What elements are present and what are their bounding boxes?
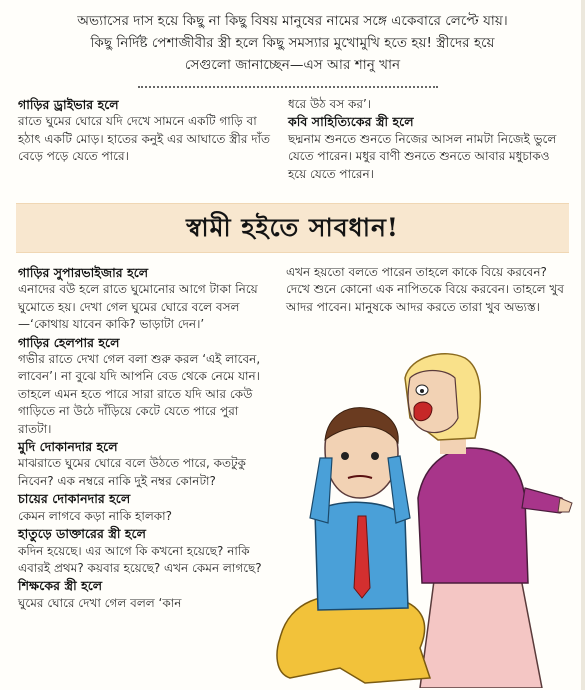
page-edge	[581, 0, 585, 690]
headline-banner	[16, 203, 569, 253]
grocer-heading: মুদি দোকানদার হলে	[18, 439, 118, 455]
top-left-column	[18, 96, 280, 166]
left-column	[18, 264, 264, 612]
helper-text: গভীর রাতে দেখা গেল বলা শুরু করল ‘এই লাবেন, লাবেন’। না বুঝে যদি আপনি বেড থেকে নেমে যান। তাহলে এমন হতে পারে সারা রাতে যদি আর কেউ গাড়িতে না উঠে দাঁড়িয়ে কেটে যেতে পারে পুরা রাতটা।	[18, 352, 261, 436]
barber-text: এখন হয়তো বলতে পারেন তাহলে কাকে বিয়ে করবেন? দেখে শুনে কোনো এক নাপিতকে বিয়ে করবেন। তাহলে খুব আদর পাবেন। মানুষকে আদর করতে তারা খুব অভ্যস্ত।	[286, 265, 564, 314]
shouting-woman-figure	[405, 354, 572, 688]
intro-line-1: অভ্যাসের দাস হয়ে কিছু না কিছু বিষয় মানুষের নামের সঙ্গে একেবারে লেপ্টে যায়।	[77, 13, 508, 29]
continued-text: ধরে উঠ বস কর’।	[288, 97, 372, 111]
quack-doctor-text: কদিন হয়েছে। এর আগে কি কখনো হয়েছে? নাকি এবারই প্রথম? কয়বার হয়েছে? এখন কেমন লাগছে?	[18, 543, 262, 575]
poet-heading: কবি সাহিত্যিকের স্ত্রী হলে	[288, 114, 414, 130]
dotted-divider	[138, 86, 438, 88]
supervisor-text: এনাদের বউ হলে রাতে ঘুমোনোর আগে টাকা নিয়ে ঘুমোতে হয়। দেখা গেল ঘুমের ঘোরে বলে বসল—‘কোথায় যাবেন কাকি? ভাড়াটা দেন।’	[18, 282, 258, 332]
helper-heading: গাড়ির হেলপার হলে	[18, 334, 120, 350]
supervisor-heading: গাড়ির সুপারভাইজার হলে	[18, 265, 149, 280]
grocer-text: মাঝরাতে ঘুমের ঘোরে বলে উঠতে পারে, কতটুকু নিবেন? এক নম্বরে নাকি দুই নম্বর কোনটা?	[18, 456, 246, 488]
right-column	[286, 264, 568, 316]
tea-seller-heading: চায়ের দোকানদার হলে	[18, 491, 131, 507]
driver-text: রাতে ঘুমের ঘোরে যদি দেখে সামনে একটি গাড়ি বা হঠাৎ একটি মোড়। হাতের কনুই এর আঘাতে স্ত্রীর দাঁত বেড়ে পড়ে যেতে পারে।	[18, 114, 271, 164]
tea-seller-text: কেমন লাগবে কড়া নাকি হালকা?	[18, 508, 173, 523]
intro-byline: সেগুলো জানাচ্ছেন—এস আর শানু খান	[184, 57, 401, 73]
top-right-column	[288, 96, 570, 183]
teacher-text: ঘুমের ঘোরে দেখা গেল বলল ‘কান	[18, 595, 182, 610]
teacher-heading: শিক্ষকের স্ত্রী হলে	[18, 578, 103, 594]
driver-heading: গাড়ির ড্রাইভার হলে	[18, 97, 119, 112]
covering-ears-man-figure	[277, 408, 430, 683]
quack-doctor-heading: হাতুড়ে ডাক্তারের স্ত্রী হলে	[18, 526, 146, 542]
cartoon-illustration	[270, 348, 575, 688]
headline-title: স্বামী হইতে সাবধান!	[186, 213, 399, 242]
intro-line-2: কিছু নির্দিষ্ট পেশাজীবীর স্ত্রী হলে কিছু সমস্যার মুখোমুখি হতে হয়! স্ত্রীদের হয়ে	[90, 35, 495, 51]
poet-text: ছদ্মনাম শুনতে শুনতে নিজের আসল নামটা নিজেই ভুলে যেতে পারেন। মধুর বাণী শুনতে শুনতে আবার মধুচাকও হয়ে যেতে পারেন।	[288, 131, 557, 181]
intro-text	[18, 10, 567, 76]
